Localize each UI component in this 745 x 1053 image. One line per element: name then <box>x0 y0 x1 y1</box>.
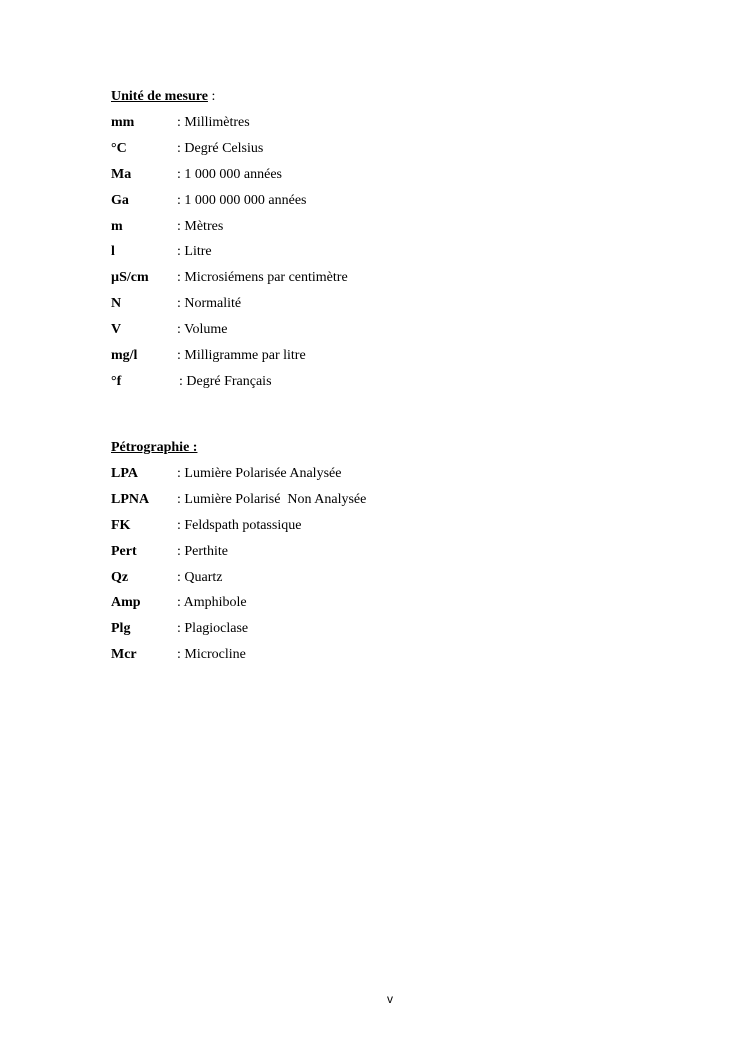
petro-abbr: LPA <box>111 466 138 481</box>
petro-abbr: Plg <box>111 621 131 637</box>
unit-abbr: Ma <box>111 166 132 182</box>
unit-row-l <box>111 243 348 269</box>
petro-abbr: Mcr <box>111 647 137 663</box>
unit-definition: : Degré Français <box>177 373 272 399</box>
petro-definition: : Microcline <box>177 646 246 672</box>
unit-definition: : Volume <box>177 321 227 347</box>
unit-abbr: °C <box>111 140 127 156</box>
petro-definition: : Lumière Polarisé Non Analysée <box>177 491 366 517</box>
petro-row-pert <box>111 543 366 569</box>
petrography-section <box>111 439 366 672</box>
unit-row-ga <box>111 192 348 218</box>
unit-definition: : Mètres <box>177 218 223 244</box>
petro-row-lpa <box>111 465 366 491</box>
petro-definition: : Amphibole <box>177 594 247 620</box>
petrography-heading <box>111 439 366 465</box>
petro-abbr: FK <box>111 517 131 533</box>
page-number: v <box>387 992 393 1006</box>
unit-definition: : Microsiémens par centimètre <box>177 269 348 295</box>
unit-definition: : Litre <box>177 243 212 269</box>
units-heading-title: Unité de mesure <box>111 89 208 104</box>
petro-definition: : Lumière Polarisée Analysée <box>177 465 341 491</box>
petro-abbr: Qz <box>111 569 129 585</box>
units-section <box>111 88 348 399</box>
unit-abbr: mm <box>111 115 135 130</box>
unit-row-n <box>111 295 348 321</box>
unit-row-us-cm <box>111 269 348 295</box>
petro-row-plg <box>111 620 366 646</box>
petro-row-mcr <box>111 646 366 672</box>
unit-definition: : Millimètres <box>177 114 250 140</box>
unit-row-mm <box>111 114 348 140</box>
unit-definition: : Degré Celsius <box>177 140 263 166</box>
unit-definition: : Milligramme par litre <box>177 347 306 373</box>
unit-abbr: V <box>111 322 122 338</box>
petro-abbr: Pert <box>111 543 137 559</box>
petro-definition: : Feldspath potassique <box>177 517 301 543</box>
unit-abbr: N <box>111 296 122 312</box>
unit-row-mg-l <box>111 347 348 373</box>
units-heading <box>111 88 348 114</box>
unit-row-ma <box>111 166 348 192</box>
units-heading-colon: : <box>211 89 216 104</box>
petro-row-qz <box>111 569 366 595</box>
unit-abbr: m <box>111 218 123 234</box>
petrography-heading-title: Pétrographie : <box>111 440 198 455</box>
unit-definition: : 1 000 000 000 années <box>177 192 306 218</box>
unit-abbr: µS/cm <box>111 270 149 286</box>
petro-row-lpna <box>111 491 366 517</box>
petro-definition: : Plagioclase <box>177 620 248 646</box>
petro-definition: : Perthite <box>177 543 228 569</box>
petro-abbr: Amp <box>111 595 141 611</box>
petro-row-fk <box>111 517 366 543</box>
unit-definition: : Normalité <box>177 295 241 321</box>
unit-definition: : 1 000 000 années <box>177 166 282 192</box>
unit-row-french-degree <box>111 373 348 399</box>
unit-row-v <box>111 321 348 347</box>
unit-abbr: Ga <box>111 192 129 208</box>
unit-abbr: l <box>111 244 115 260</box>
petro-definition: : Quartz <box>177 569 222 595</box>
petro-abbr: LPNA <box>111 491 150 507</box>
unit-row-celsius <box>111 140 348 166</box>
unit-abbr: °f <box>111 373 122 389</box>
unit-abbr: mg/l <box>111 348 138 364</box>
petro-row-amp <box>111 594 366 620</box>
unit-row-m <box>111 218 348 244</box>
